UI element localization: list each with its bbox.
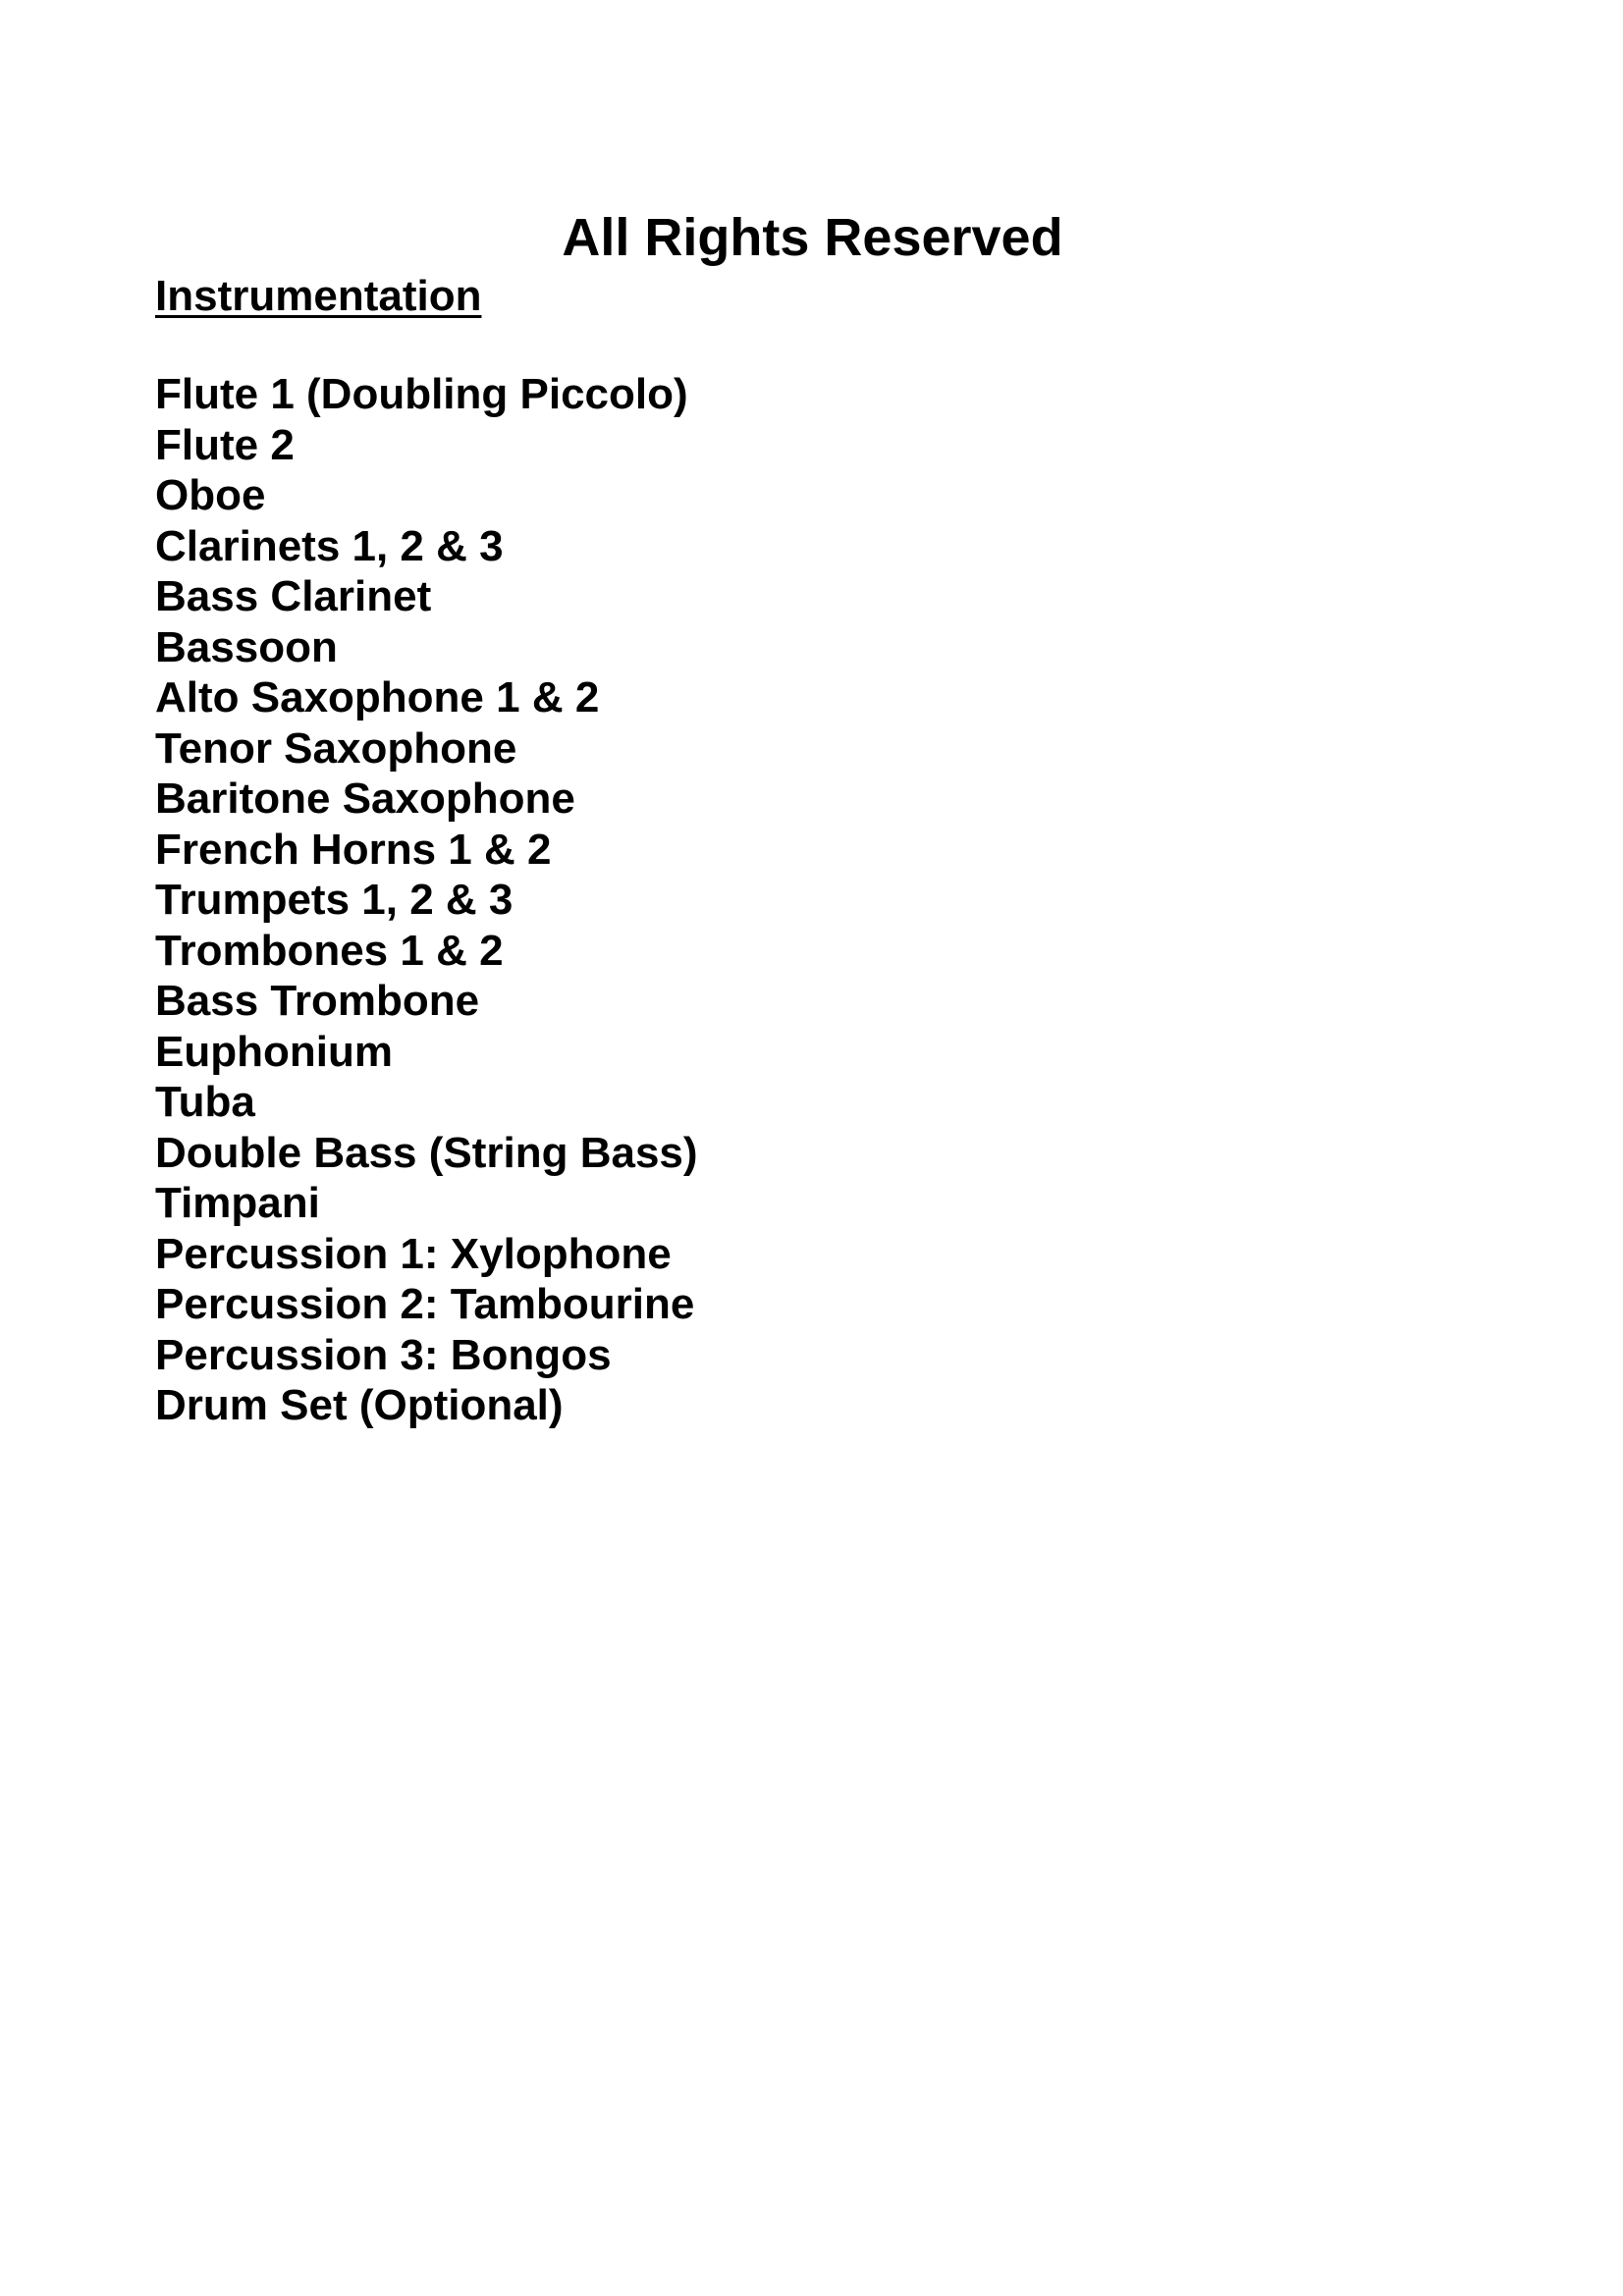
instrument-item: Bassoon	[155, 622, 338, 671]
instrument-item: Oboe	[155, 471, 266, 519]
instrument-item: Percussion 3: Bongos	[155, 1330, 612, 1379]
instrumentation-heading: Instrumentation	[155, 272, 482, 320]
instrument-item: Tenor Saxophone	[155, 723, 517, 773]
instrument-item: Percussion 2: Tambourine	[155, 1280, 695, 1328]
rights-notice	[0, 206, 1623, 269]
instrument-item: Trumpets 1, 2 & 3	[155, 876, 514, 924]
instrument-item: Bass Clarinet	[155, 572, 432, 620]
instrument-item: Flute 1 (Doubling Piccolo)	[155, 370, 688, 418]
instrument-item: Percussion 1: Xylophone	[155, 1229, 672, 1278]
instrument-list	[155, 369, 698, 1431]
instrument-item: Tuba	[155, 1078, 255, 1126]
rights-notice-text: All Rights Reserved	[562, 208, 1063, 267]
instrument-item: Euphonium	[155, 1027, 393, 1076]
instrument-item: Timpani	[155, 1179, 320, 1227]
instrument-item: Trombones 1 & 2	[155, 926, 504, 975]
instrument-item: French Horns 1 & 2	[155, 825, 552, 874]
instrument-item: Flute 2	[155, 420, 295, 469]
instrument-item: Clarinets 1, 2 & 3	[155, 521, 504, 570]
instrument-item: Alto Saxophone 1 & 2	[155, 673, 600, 721]
instrument-item: Baritone Saxophone	[155, 774, 575, 823]
instrument-item: Drum Set (Optional)	[155, 1381, 564, 1429]
instrument-item: Double Bass (String Bass)	[155, 1128, 698, 1177]
instrument-item: Bass Trombone	[155, 977, 480, 1025]
